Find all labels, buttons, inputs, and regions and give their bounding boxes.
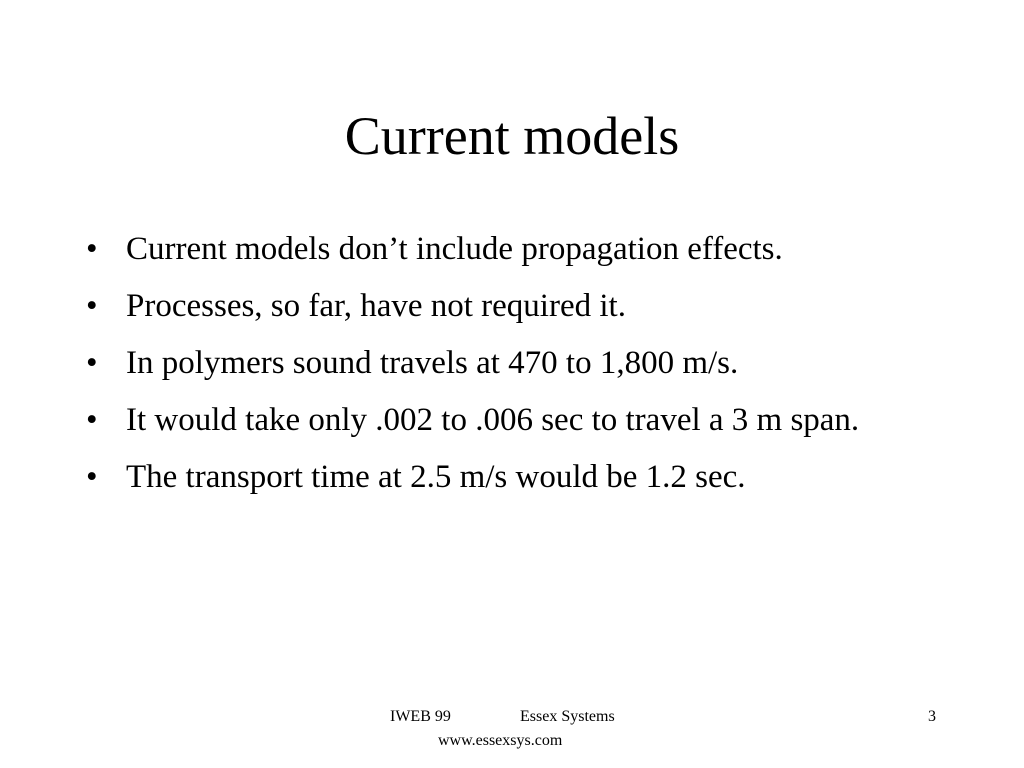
footer-url: www.essexsys.com	[438, 732, 563, 749]
slide-footer	[0, 706, 1024, 756]
bullet-item	[86, 401, 946, 440]
bullet-text: Current models don’t include propagation effects.	[126, 231, 783, 267]
bullet-list	[86, 230, 946, 515]
bullet-marker: •	[86, 459, 98, 495]
bullet-item	[86, 344, 946, 383]
bullet-item	[86, 230, 946, 269]
bullet-item	[86, 458, 946, 497]
bullet-text: Processes, so far, have not required it.	[126, 288, 626, 324]
footer-event: IWEB 99	[390, 708, 451, 725]
bullet-marker: •	[86, 288, 98, 324]
bullet-text: In polymers sound travels at 470 to 1,800 m/s.	[126, 345, 739, 381]
bullet-marker: •	[86, 345, 98, 381]
bullet-text: The transport time at 2.5 m/s would be 1.2 sec.	[126, 459, 746, 495]
bullet-item	[86, 287, 946, 326]
bullet-text: It would take only .002 to .006 sec to travel a 3 m span.	[126, 402, 860, 438]
footer-company: Essex Systems	[520, 708, 615, 725]
slide-title: Current models	[344, 106, 680, 166]
bullet-marker: •	[86, 231, 98, 267]
bullet-marker: •	[86, 402, 98, 438]
page-number: 3	[928, 708, 936, 725]
